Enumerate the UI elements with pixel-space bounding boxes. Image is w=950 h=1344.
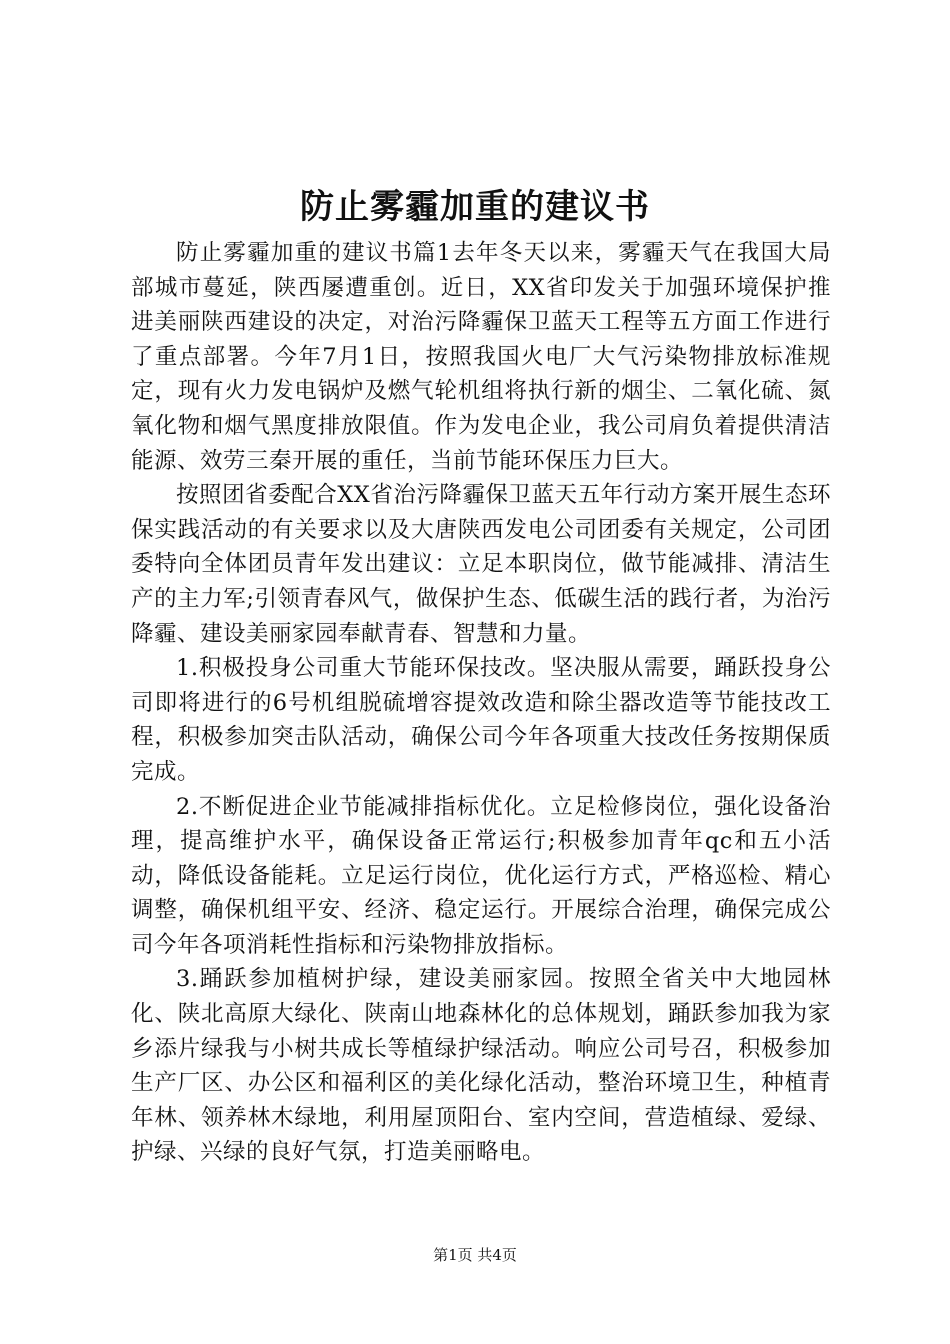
page-title: 防止雾霾加重的建议书	[300, 187, 650, 227]
paragraph-item-3: 3.踊跃参加植树护绿，建设美丽家园。按照全省关中大地园林化、陕北高原大绿化、陕南山地森林化的总体规划，踊跃参加我为家乡添片绿我与小树共成长等植绿护绿活动。响应公司号召，积极参加生产厂区、办公区和福利区的美化绿化活动，整治环境卫生，种植青年林、领养林木绿地，利用屋顶阳台、室内空间，营造植绿、爱绿、护绿、兴绿的良好气氛，打造美丽略电。	[131, 966, 831, 1166]
paragraph-item-2: 2.不断促进企业节能减排指标优化。立足检修岗位，强化设备治理，提高维护水平，确保设备正常运行;积极参加青年qc和五小活动，降低设备能耗。立足运行岗位，优化运行方式，严格巡检、精心调整，确保机组平安、经济、稳定运行。开展综合治理，确保完成公司今年各项消耗性指标和污染物排放指标。	[131, 793, 831, 958]
page-number-footer: 第1页 共4页	[433, 1246, 517, 1264]
paragraph-proposal: 按照团省委配合XX省治污降霾保卫蓝天五年行动方案开展生态环保实践活动的有关要求以及大唐陕西发电公司团委有关规定，公司团委特向全体团员青年发出建议：立足本职岗位，做节能减排、清洁生产的主力军;引领青春风气，做保护生态、低碳生活的践行者，为治污降霾、建设美丽家园奉献青春、智慧和力量。	[131, 482, 831, 647]
document-body	[131, 236, 831, 1170]
paragraph-item-1: 1.积极投身公司重大节能环保技改。坚决服从需要，踊跃投身公司即将进行的6号机组脱硫增容提效改造和除尘器改造等节能技改工程，积极参加突击队活动，确保公司今年各项重大技改任务按期保质完成。	[131, 655, 831, 785]
paragraph-intro: 防止雾霾加重的建议书篇1去年冬天以来，雾霾天气在我国大局部城市蔓延，陕西屡遭重创。近日，XX省印发关于加强环境保护推进美丽陕西建设的决定，对治污降霾保卫蓝天工程等五方面工作进行了重点部署。今年7月1日，按照我国火电厂大气污染物排放标准规定，现有火力发电锅炉及燃气轮机组将执行新的烟尘、二氧化硫、氮氧化物和烟气黑度排放限值。作为发电企业，我公司肩负着提供清洁能源、效劳三秦开展的重任，当前节能环保压力巨大。	[131, 240, 831, 474]
